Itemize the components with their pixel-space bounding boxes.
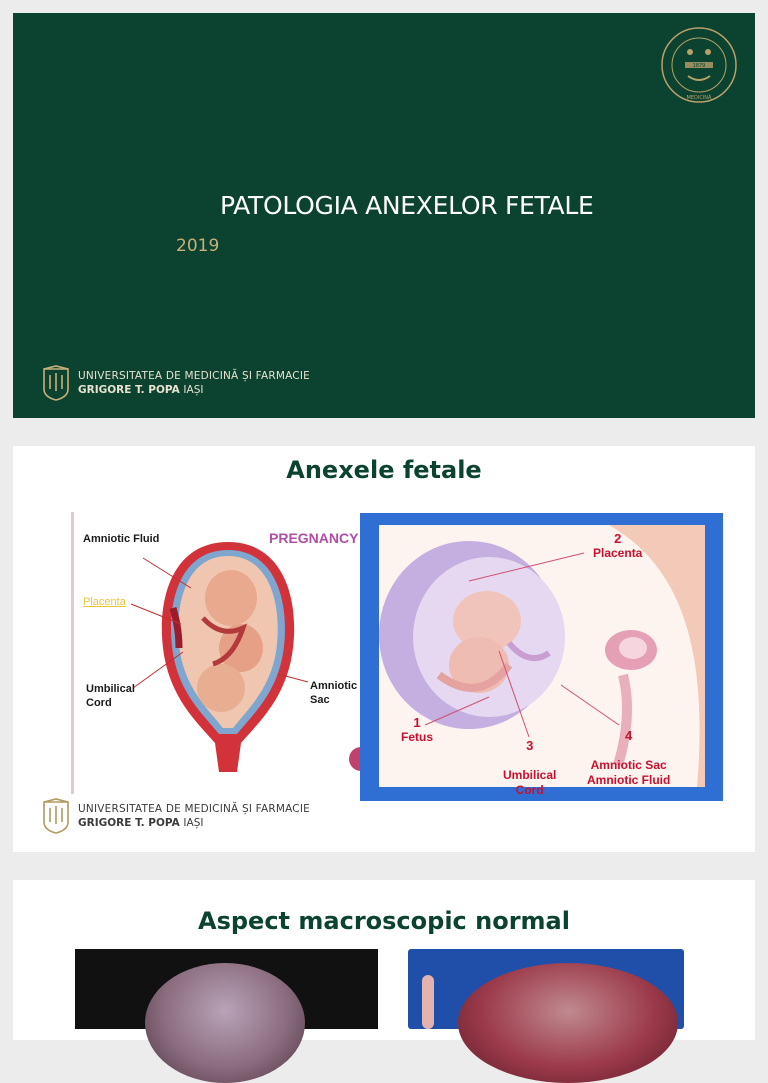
- diagram-label-amniotic: 4 Amniotic Sac Amniotic Fluid: [587, 728, 671, 787]
- placenta-photo-left: [75, 949, 378, 1029]
- slide-heading: Aspect macroscopic normal: [198, 907, 570, 935]
- university-name-line1: UNIVERSITATEA DE MEDICINĂ ȘI FARMACIE: [78, 803, 310, 815]
- title-slide: [13, 13, 755, 418]
- label-amniotic-sac: Amniotic Sac: [310, 680, 358, 706]
- university-name-line2: GRIGORE T. POPA IAȘI: [78, 817, 204, 829]
- slide-year: 2019: [176, 236, 220, 256]
- diagram-label-umbilical-cord: 3 Umbilical Cord: [503, 738, 557, 797]
- university-shield-icon: [42, 798, 70, 834]
- seal-year: 1879: [692, 63, 706, 69]
- label-amniotic-fluid: Amniotic Fluid: [83, 533, 160, 545]
- macroscopic-slide: [13, 880, 755, 1040]
- university-name-line2: GRIGORE T. POPA IAȘI: [78, 384, 204, 396]
- slide-heading: Anexele fetale: [286, 456, 482, 484]
- label-placenta: Placenta: [83, 596, 126, 608]
- university-name-line1: UNIVERSITATEA DE MEDICINĂ ȘI FARMACIE: [78, 370, 310, 382]
- fetus-diagram-frame: [360, 513, 723, 801]
- label-umbilical-cord: Umbilical Cord: [86, 683, 135, 709]
- placenta-photo-right: [408, 949, 684, 1029]
- pregnancy-heading: PREGNANCY: [269, 530, 359, 546]
- university-shield-icon: [42, 365, 70, 401]
- diagram-label-fetus: 1 Fetus: [401, 715, 434, 744]
- annexes-slide: [13, 446, 755, 852]
- university-seal-logo: [660, 26, 738, 104]
- diagram-label-placenta: 2 Placenta: [593, 531, 643, 560]
- slide-title: PATOLOGIA ANEXELOR FETALE: [220, 191, 594, 220]
- seal-caption: MEDICINĂ: [686, 95, 712, 101]
- university-logo: [42, 798, 310, 834]
- fetus-diagram: [379, 525, 705, 797]
- university-logo: [42, 365, 310, 401]
